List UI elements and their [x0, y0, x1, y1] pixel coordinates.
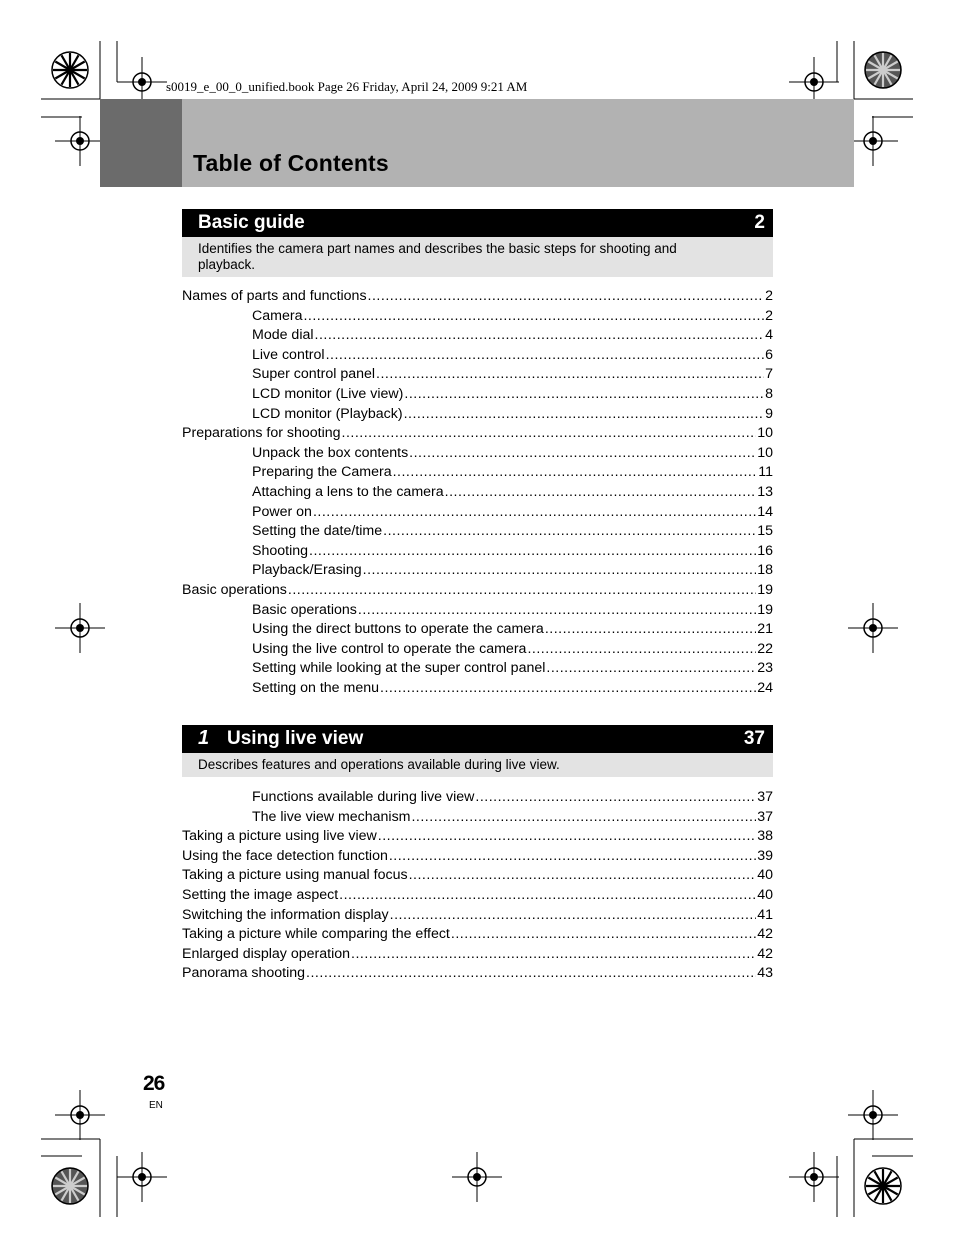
dot-leader: [527, 640, 756, 660]
dot-leader: [313, 503, 756, 523]
toc-entry[interactable]: [182, 444, 773, 464]
toc-entry-page: 43: [757, 965, 773, 982]
toc-entry-page: 13: [757, 483, 773, 500]
toc-entry[interactable]: [182, 847, 773, 867]
toc-entry[interactable]: [182, 808, 773, 828]
toc-entry-text: Shooting: [252, 542, 309, 559]
toc-entry-text: Preparing the Camera: [252, 464, 392, 481]
toc-entry[interactable]: [182, 346, 773, 366]
toc-entry[interactable]: [182, 964, 773, 984]
toc-entry-text: LCD monitor (Playback): [252, 405, 403, 422]
registration-mark-icon: [55, 1090, 105, 1140]
toc-entry-text: Unpack the box contents: [252, 444, 409, 461]
page-title: Table of Contents: [193, 150, 389, 176]
toc-entry-text: Taking a picture while comparing the effect: [182, 926, 450, 943]
toc-entry[interactable]: [182, 365, 773, 385]
toc-entry-text: Live control: [252, 346, 325, 363]
toc-entry-text: Power on: [252, 503, 312, 520]
section-title: Basic guide: [198, 212, 305, 233]
section-number: 1: [198, 727, 210, 749]
toc-entry[interactable]: [182, 679, 773, 699]
toc-entry[interactable]: [182, 788, 773, 808]
toc-entry-page: 23: [757, 660, 773, 677]
toc-entry-text: Playback/Erasing: [252, 562, 362, 579]
toc-entry[interactable]: [182, 581, 773, 601]
toc-entry-text: Using the face detection function: [182, 847, 388, 864]
toc-entry-page: 24: [757, 679, 773, 696]
registration-mark-icon: [452, 1152, 502, 1202]
toc-entry[interactable]: [182, 385, 773, 405]
toc-entry-page: 9: [765, 405, 773, 422]
section-description: Identifies the camera part names and describes the basic steps for shooting and playback.: [182, 237, 773, 277]
dot-leader: [404, 385, 764, 405]
section-page: 2: [754, 212, 765, 233]
section-page: 37: [743, 728, 765, 749]
toc-entry[interactable]: [182, 483, 773, 503]
toc-list-using-live-view: [182, 788, 773, 984]
toc-entry-text: Enlarged display operation: [182, 945, 350, 962]
dot-leader: [383, 522, 756, 542]
section-description: Describes features and operations available during live view.: [182, 753, 773, 777]
toc-entry-text: Preparations for shooting: [182, 425, 341, 442]
toc-entry-page: 7: [765, 366, 773, 383]
dot-leader: [404, 405, 765, 425]
toc-entry-page: 39: [757, 847, 773, 864]
registration-mark-icon: [117, 1152, 167, 1202]
toc-entry-page: 14: [757, 503, 773, 520]
section-header-basic-guide: [182, 209, 773, 237]
registration-mark-icon: [55, 116, 105, 166]
dot-leader: [315, 326, 765, 346]
registration-mark-icon: [848, 1090, 898, 1140]
toc-entry-page: 19: [757, 581, 773, 598]
toc-entry-page: 10: [757, 425, 773, 442]
dot-leader: [378, 827, 756, 847]
toc-entry-page: 11: [758, 464, 773, 481]
toc-entry-text: Using the live control to operate the camera: [252, 640, 527, 657]
dot-leader: [309, 542, 756, 562]
registration-mark-icon: [848, 603, 898, 653]
toc-entry-text: Names of parts and functions: [182, 288, 367, 304]
toc-entry[interactable]: [182, 925, 773, 945]
toc-entry-text: Basic operations: [252, 601, 357, 618]
toc-entry[interactable]: [182, 287, 773, 307]
toc-entry-text: Attaching a lens to the camera: [252, 483, 444, 500]
toc-entry-page: 6: [765, 346, 773, 363]
toc-entry-page: 21: [757, 621, 773, 638]
toc-entry-text: The live view mechanism: [252, 808, 411, 825]
toc-entry-page: 38: [757, 828, 773, 845]
toc-entry[interactable]: [182, 886, 773, 906]
dot-leader: [339, 886, 756, 906]
dot-leader: [411, 808, 756, 828]
dot-leader: [409, 444, 756, 464]
toc-entry-page: 4: [765, 327, 773, 344]
dot-leader: [475, 788, 756, 808]
registration-mark-icon: [848, 116, 898, 166]
dot-leader: [303, 307, 764, 327]
section-header-using-live-view: [182, 725, 773, 753]
toc-entry-page: 10: [757, 444, 773, 461]
toc-entry-page: 37: [757, 808, 773, 825]
toc-entry-page: 42: [757, 926, 773, 943]
color-target-icon: [51, 51, 89, 89]
toc-entry-text: Panorama shooting: [182, 965, 306, 982]
toc-entry-text: Basic operations: [182, 581, 287, 598]
toc-entry-text: Switching the information display: [182, 906, 389, 923]
toc-entry-page: 15: [757, 523, 773, 540]
dot-leader: [326, 346, 765, 366]
toc-entry-page: 2: [765, 288, 773, 304]
print-slug: s0019_e_00_0_unified.book Page 26 Friday, April 24, 2009 9:21 AM: [166, 79, 528, 94]
toc-entry-text: Taking a picture using manual focus: [182, 867, 408, 884]
toc-entry[interactable]: [182, 620, 773, 640]
page-number: 26: [143, 1072, 165, 1095]
toc-entry-page: 19: [757, 601, 773, 618]
toc-entry[interactable]: [182, 522, 773, 542]
color-target-icon: [864, 1167, 902, 1205]
toc-entry-page: 2: [765, 307, 773, 324]
toc-entry-text: Functions available during live view: [252, 789, 475, 805]
toc-entry-page: 37: [757, 789, 773, 805]
toc-entry-text: Using the direct buttons to operate the camera: [252, 621, 544, 638]
toc-entry-text: Setting while looking at the super control panel: [252, 660, 546, 677]
dot-leader: [368, 287, 765, 307]
dot-leader: [342, 424, 757, 444]
dot-leader: [376, 365, 764, 385]
toc-entry[interactable]: [182, 307, 773, 327]
dot-leader: [393, 463, 758, 483]
toc-entry-text: Setting the image aspect: [182, 886, 339, 903]
toc-entry[interactable]: [182, 601, 773, 621]
dot-leader: [451, 925, 756, 945]
toc-list-basic-guide: [182, 287, 773, 698]
toc-entry[interactable]: [182, 906, 773, 926]
dot-leader: [546, 659, 756, 679]
color-target-icon: [864, 51, 902, 89]
dot-leader: [288, 581, 756, 601]
toc-entry[interactable]: [182, 503, 773, 523]
dot-leader: [380, 679, 756, 699]
toc-entry-page: 8: [765, 385, 773, 402]
toc-entry-text: Taking a picture using live view: [182, 828, 377, 845]
toc-entry-page: 18: [757, 562, 773, 579]
toc-entry-text: Mode dial: [252, 327, 314, 344]
toc-entry[interactable]: [182, 326, 773, 346]
toc-entry-page: 41: [757, 906, 773, 923]
toc-entry[interactable]: [182, 405, 773, 425]
toc-entry-text: Setting the date/time: [252, 523, 383, 540]
registration-mark-icon: [789, 1152, 839, 1202]
toc-entry[interactable]: [182, 827, 773, 847]
language-label: EN: [149, 1100, 163, 1111]
toc-entry[interactable]: [182, 542, 773, 562]
toc-entry[interactable]: [182, 945, 773, 965]
dot-leader: [358, 601, 756, 621]
dot-leader: [390, 906, 757, 926]
toc-entry[interactable]: [182, 866, 773, 886]
section-title: Using live view: [227, 728, 364, 749]
toc-entry-page: 16: [757, 542, 773, 559]
toc-entry[interactable]: [182, 659, 773, 679]
toc-entry-text: LCD monitor (Live view): [252, 385, 404, 402]
toc-entry-text: Setting on the menu: [252, 679, 379, 696]
toc-entry-page: 42: [757, 945, 773, 962]
dot-leader: [445, 483, 757, 503]
dot-leader: [389, 847, 756, 867]
header-tab: [100, 99, 182, 187]
registration-mark-icon: [55, 603, 105, 653]
dot-leader: [545, 620, 756, 640]
dot-leader: [409, 866, 757, 886]
toc-entry[interactable]: [182, 640, 773, 660]
toc-entry-text: Super control panel: [252, 366, 376, 383]
dot-leader: [306, 964, 756, 984]
toc-entry-page: 40: [757, 886, 773, 903]
toc-entry[interactable]: [182, 424, 773, 444]
toc-entry-page: 40: [757, 867, 773, 884]
toc-entry-page: 22: [757, 640, 773, 657]
toc-entry[interactable]: [182, 561, 773, 581]
toc-entry[interactable]: [182, 463, 773, 483]
dot-leader: [351, 945, 756, 965]
color-target-icon: [51, 1167, 89, 1205]
dot-leader: [363, 561, 757, 581]
toc-entry-text: Camera: [252, 307, 303, 324]
